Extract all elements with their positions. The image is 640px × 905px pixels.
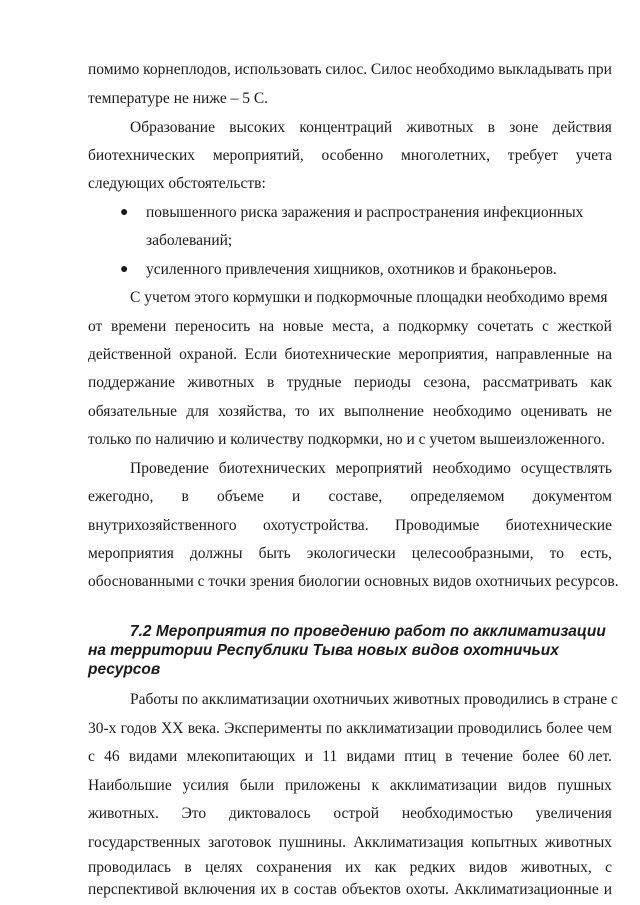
text-line: животных. Это диктовалось острой необходимостью увеличения	[88, 805, 612, 822]
text-line: биотехнических мероприятий, особенно многолетних, требует учета	[88, 147, 612, 164]
bullet-text: повышенного риска заражения и распространения инфекционных	[146, 204, 584, 221]
text-line: Образование высоких концентраций животных в зоне действия	[130, 119, 612, 136]
heading-line: ресурсов	[88, 661, 161, 678]
heading-line: на территории Республики Тыва новых видов охотничьих	[88, 642, 559, 659]
text-line: ежегодно, в объеме и составе, определяемом документом	[88, 488, 612, 505]
text-line: государственных заготовок пушнины. Акклиматизация копытных животных	[88, 834, 612, 851]
text-line: следующих обстоятельств:	[88, 175, 266, 192]
text-line: Работы по акклиматизации охотничьих животных проводились в стране с	[130, 691, 618, 708]
bullet-text: заболеваний;	[146, 232, 233, 249]
text-line: проводилась в целях сохранения их как редких видов животных, с	[88, 859, 612, 876]
text-line: перспективой включения их в состав объектов охоты. Акклиматизационные и	[88, 881, 612, 898]
text-line: только по наличию и количеству подкормки, но и с учетом вышеизложенного.	[88, 431, 605, 448]
bullet-marker: ●	[120, 262, 129, 277]
text-line: от времени переносить на новые места, а подкормку сочетать с жесткой	[88, 318, 612, 335]
bullet-text: усиленного привлечения хищников, охотников и браконьеров.	[146, 261, 557, 278]
section-heading	[88, 622, 612, 679]
heading-line: 7.2 Мероприятия по проведению работ по акклиматизации	[130, 623, 606, 640]
text-line: температуре не ниже – 5 С.	[88, 90, 269, 107]
text-line: обязательные для хозяйства, то их выполнение необходимо оценивать не	[88, 403, 612, 420]
text-line: С учетом этого кормушки и подкормочные площадки необходимо время	[130, 289, 608, 306]
text-line: помимо корнеплодов, использовать силос. Силос необходимо выкладывать при	[88, 61, 612, 78]
text-line: мероприятия должны быть экологически целесообразными, то есть,	[88, 545, 612, 562]
text-line: обоснованными с точки зрения биологии основных видов охотничьих ресурсов.	[88, 573, 619, 590]
bullet-marker: ●	[120, 205, 129, 220]
text-line: действенной охраной. Если биотехнические мероприятия, направленные на	[88, 346, 612, 363]
text-line: с 46 видами млекопитающих и 11 видами птиц в течение более 60 лет.	[88, 748, 612, 765]
text-line: внутрихозяйственного охотустройства. Проводимые биотехнические	[88, 517, 612, 534]
text-line: поддержание животных в трудные периоды сезона, рассматривать как	[88, 374, 612, 391]
text-line: Наибольшие усилия были приложены к акклиматизации видов пушных	[88, 777, 612, 794]
text-line: Проведение биотехнических мероприятий необходимо осуществлять	[130, 460, 612, 477]
text-line: 30-х годов XX века. Эксперименты по акклиматизации проводились более чем	[88, 720, 612, 737]
